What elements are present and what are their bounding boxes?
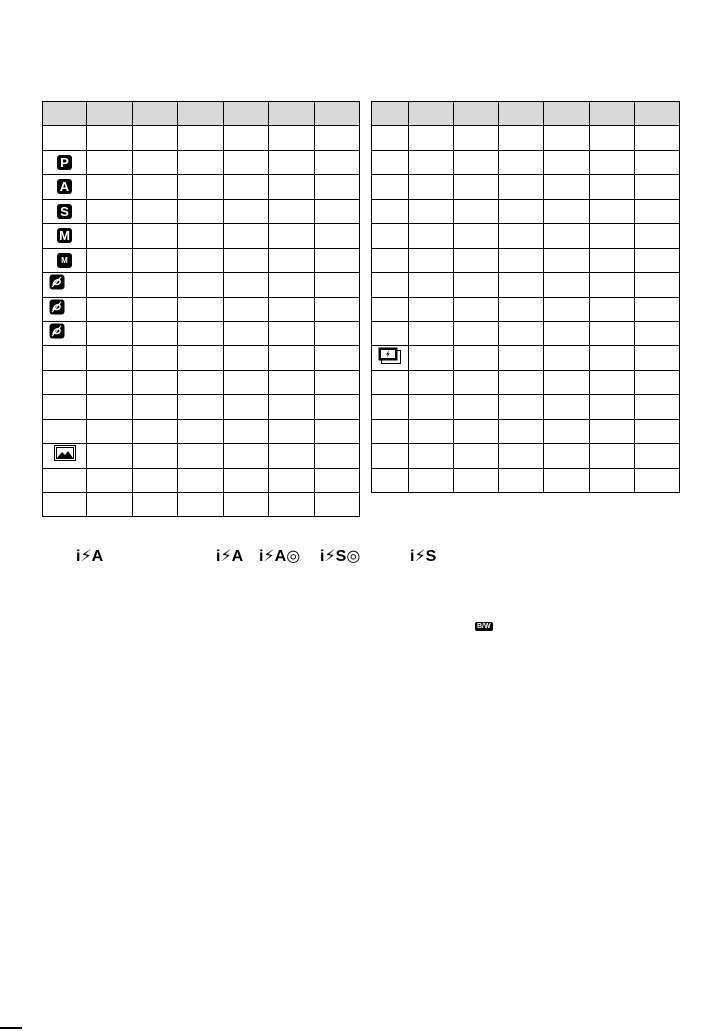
table-row (43, 444, 360, 468)
table-row (43, 419, 360, 443)
shutter-priority-icon: S (57, 204, 72, 219)
table-row (43, 224, 360, 248)
flash-auto-icon: i⚡A (76, 548, 104, 565)
table-row (43, 468, 360, 492)
table-row (43, 395, 360, 419)
aperture-priority-icon: A (57, 179, 72, 194)
creative-control-icon (49, 274, 65, 290)
page-edge-mark (0, 1027, 22, 1029)
table-row (43, 370, 360, 394)
table-row (43, 493, 360, 517)
manual-mode-icon: M (57, 228, 72, 243)
table-row (372, 419, 680, 443)
custom-movie-mode-icon: M (57, 253, 72, 268)
table-row (372, 395, 680, 419)
table-header-row (372, 102, 680, 126)
table-row (372, 370, 680, 394)
table-row (43, 297, 360, 321)
table-row (372, 321, 680, 345)
table-row (43, 346, 360, 370)
table-row (43, 199, 360, 223)
table-row (372, 273, 680, 297)
flash-slow-redeye-icon: i⚡S◎ (320, 548, 361, 565)
table-row (372, 224, 680, 248)
flash-auto-icon: i⚡A (216, 548, 244, 565)
right-table (371, 101, 680, 493)
flash-burst-mode-icon (378, 347, 402, 365)
table-header-row (43, 102, 360, 126)
table-row (43, 321, 360, 345)
table-row (372, 444, 680, 468)
table-row (372, 199, 680, 223)
table-row (372, 297, 680, 321)
table-row (372, 150, 680, 174)
table-row (372, 248, 680, 272)
bw-mode-icon: B/W (477, 623, 491, 630)
creative-control-icon (49, 299, 65, 315)
table-row (372, 346, 680, 370)
creative-control-icon (49, 323, 65, 339)
left-table (42, 101, 360, 517)
table-row (43, 150, 360, 174)
table-row (43, 175, 360, 199)
table-row (43, 126, 360, 150)
table-row (372, 175, 680, 199)
table-row (43, 273, 360, 297)
table-row (372, 126, 680, 150)
program-mode-icon: P (57, 155, 72, 170)
table-row (372, 468, 680, 492)
panorama-mode-icon (54, 445, 76, 461)
flash-slow-icon: i⚡S (410, 548, 437, 565)
table-row (43, 248, 360, 272)
flash-auto-redeye-icon: i⚡A◎ (259, 548, 301, 565)
